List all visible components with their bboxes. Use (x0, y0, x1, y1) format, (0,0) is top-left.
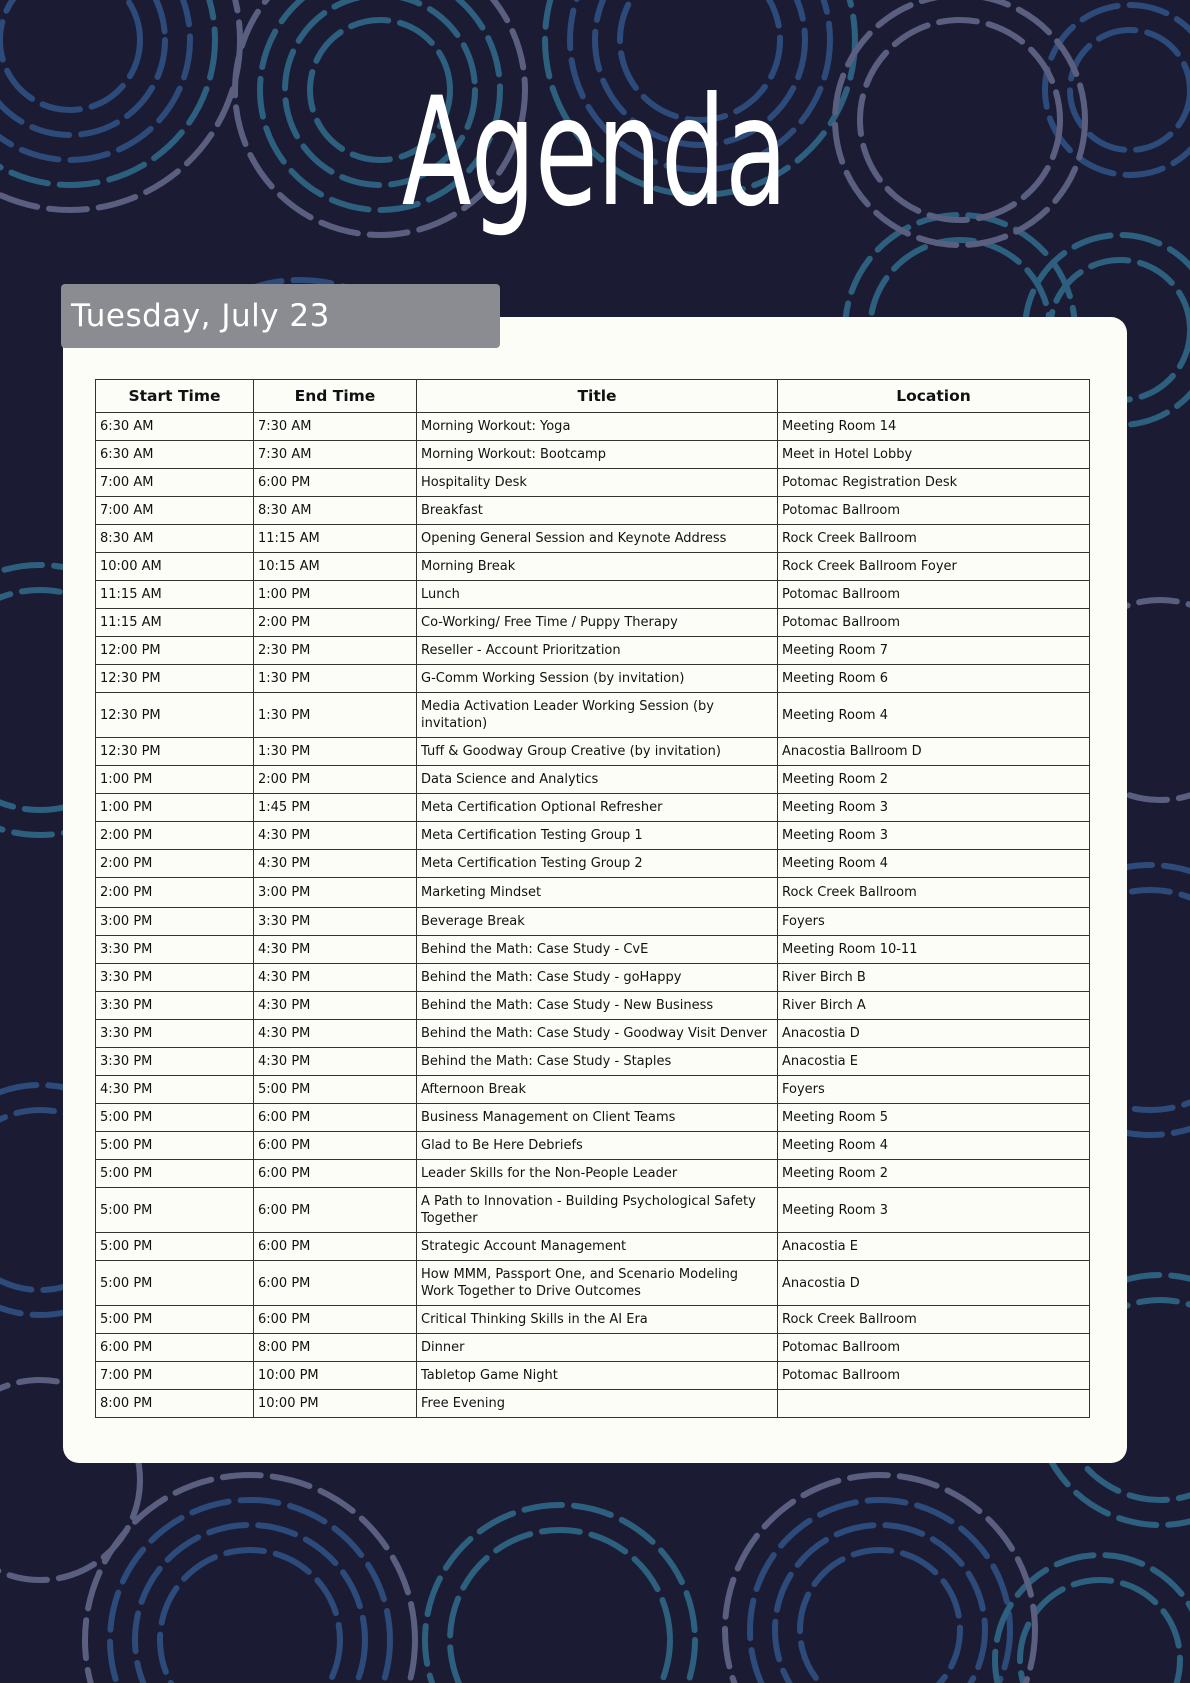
table-row (96, 441, 1090, 469)
end-time-cell: 6:00 PM (254, 469, 417, 497)
table-row (96, 609, 1090, 637)
end-time-cell: 2:00 PM (254, 766, 417, 794)
title-cell: Behind the Math: Case Study - New Business (417, 992, 778, 1020)
start-time-cell: 1:00 PM (96, 766, 254, 794)
table-row (96, 738, 1090, 766)
title-cell: Behind the Math: Case Study - goHappy (417, 964, 778, 992)
title-cell: Meta Certification Optional Refresher (417, 794, 778, 822)
title-cell: Lunch (417, 581, 778, 609)
title-cell: Business Management on Client Teams (417, 1104, 778, 1132)
start-time-cell: 6:00 PM (96, 1334, 254, 1362)
start-time-cell: 8:30 AM (96, 525, 254, 553)
table-row (96, 581, 1090, 609)
title-cell: Behind the Math: Case Study - Staples (417, 1048, 778, 1076)
end-time-cell: 4:30 PM (254, 992, 417, 1020)
table-row (96, 878, 1090, 908)
table-row (96, 525, 1090, 553)
day-tab: Tuesday, July 23 (61, 284, 500, 348)
end-time-cell: 7:30 AM (254, 413, 417, 441)
table-row (96, 1048, 1090, 1076)
start-time-cell: 3:30 PM (96, 964, 254, 992)
location-cell: Meeting Room 4 (778, 850, 1090, 878)
end-time-cell: 6:00 PM (254, 1233, 417, 1261)
start-time-cell: 8:00 PM (96, 1390, 254, 1418)
end-time-cell: 4:30 PM (254, 1048, 417, 1076)
end-time-cell: 4:30 PM (254, 1020, 417, 1048)
location-cell: Meeting Room 4 (778, 693, 1090, 738)
start-time-cell: 7:00 AM (96, 497, 254, 525)
title-cell: Afternoon Break (417, 1076, 778, 1104)
start-time-cell: 3:30 PM (96, 1048, 254, 1076)
location-cell: Meeting Room 7 (778, 637, 1090, 665)
agenda-table (95, 379, 1090, 1418)
title-cell: Data Science and Analytics (417, 766, 778, 794)
table-row (96, 1076, 1090, 1104)
end-time-cell: 6:00 PM (254, 1104, 417, 1132)
start-time-cell: 3:30 PM (96, 1020, 254, 1048)
location-cell: Anacostia E (778, 1233, 1090, 1261)
title-cell: Behind the Math: Case Study - Goodway Visit Denver (417, 1020, 778, 1048)
location-cell: Meeting Room 10-11 (778, 936, 1090, 964)
table-header-row (96, 380, 1090, 413)
end-time-cell: 4:30 PM (254, 936, 417, 964)
location-cell: Potomac Ballroom (778, 581, 1090, 609)
location-cell: Foyers (778, 908, 1090, 936)
title-cell: Leader Skills for the Non-People Leader (417, 1160, 778, 1188)
table-row (96, 497, 1090, 525)
start-time-cell: 4:30 PM (96, 1076, 254, 1104)
start-time-cell: 5:00 PM (96, 1306, 254, 1334)
location-cell (778, 1390, 1090, 1418)
location-cell: Meeting Room 3 (778, 794, 1090, 822)
table-row (96, 1020, 1090, 1048)
table-row (96, 850, 1090, 878)
location-cell: Meet in Hotel Lobby (778, 441, 1090, 469)
location-cell: Meeting Room 2 (778, 1160, 1090, 1188)
start-time-cell: 12:00 PM (96, 637, 254, 665)
end-time-cell: 1:45 PM (254, 794, 417, 822)
location-cell: Rock Creek Ballroom Foyer (778, 553, 1090, 581)
header-end-time: End Time (254, 380, 417, 413)
title-cell: Co-Working/ Free Time / Puppy Therapy (417, 609, 778, 637)
start-time-cell: 7:00 PM (96, 1362, 254, 1390)
end-time-cell: 1:30 PM (254, 665, 417, 693)
title-cell: Dinner (417, 1334, 778, 1362)
start-time-cell: 5:00 PM (96, 1160, 254, 1188)
end-time-cell: 1:30 PM (254, 738, 417, 766)
location-cell: River Birch A (778, 992, 1090, 1020)
table-row (96, 1160, 1090, 1188)
title-cell: Media Activation Leader Working Session (by invitation) (417, 693, 778, 738)
header-title: Title (417, 380, 778, 413)
start-time-cell: 5:00 PM (96, 1104, 254, 1132)
location-cell: Rock Creek Ballroom (778, 1306, 1090, 1334)
location-cell: Anacostia Ballroom D (778, 738, 1090, 766)
table-row (96, 822, 1090, 850)
start-time-cell: 6:30 AM (96, 441, 254, 469)
location-cell: Foyers (778, 1076, 1090, 1104)
title-cell: Opening General Session and Keynote Address (417, 525, 778, 553)
location-cell: Meeting Room 5 (778, 1104, 1090, 1132)
start-time-cell: 10:00 AM (96, 553, 254, 581)
end-time-cell: 8:00 PM (254, 1334, 417, 1362)
location-cell: Meeting Room 3 (778, 1188, 1090, 1233)
table-row (96, 936, 1090, 964)
start-time-cell: 3:30 PM (96, 936, 254, 964)
table-row (96, 766, 1090, 794)
title-cell: Tuff & Goodway Group Creative (by invitation) (417, 738, 778, 766)
agenda-body (96, 413, 1090, 1418)
end-time-cell: 1:00 PM (254, 581, 417, 609)
end-time-cell: 3:00 PM (254, 878, 417, 908)
title-cell: Hospitality Desk (417, 469, 778, 497)
start-time-cell: 5:00 PM (96, 1233, 254, 1261)
start-time-cell: 12:30 PM (96, 738, 254, 766)
start-time-cell: 5:00 PM (96, 1261, 254, 1306)
table-row (96, 693, 1090, 738)
table-row (96, 1132, 1090, 1160)
end-time-cell: 6:00 PM (254, 1306, 417, 1334)
location-cell: Meeting Room 4 (778, 1132, 1090, 1160)
end-time-cell: 6:00 PM (254, 1188, 417, 1233)
end-time-cell: 8:30 AM (254, 497, 417, 525)
end-time-cell: 7:30 AM (254, 441, 417, 469)
table-row (96, 413, 1090, 441)
title-cell: A Path to Innovation - Building Psychological Safety Together (417, 1188, 778, 1233)
location-cell: Potomac Ballroom (778, 497, 1090, 525)
start-time-cell: 3:30 PM (96, 992, 254, 1020)
location-cell: Meeting Room 14 (778, 413, 1090, 441)
end-time-cell: 2:00 PM (254, 609, 417, 637)
page-title: Agenda (401, 66, 787, 240)
start-time-cell: 11:15 AM (96, 581, 254, 609)
end-time-cell: 6:00 PM (254, 1261, 417, 1306)
title-cell: G-Comm Working Session (by invitation) (417, 665, 778, 693)
title-cell: Meta Certification Testing Group 1 (417, 822, 778, 850)
location-cell: Rock Creek Ballroom (778, 878, 1090, 908)
end-time-cell: 3:30 PM (254, 908, 417, 936)
start-time-cell: 5:00 PM (96, 1188, 254, 1233)
title-cell: Meta Certification Testing Group 2 (417, 850, 778, 878)
start-time-cell: 5:00 PM (96, 1132, 254, 1160)
start-time-cell: 11:15 AM (96, 609, 254, 637)
table-row (96, 964, 1090, 992)
end-time-cell: 4:30 PM (254, 964, 417, 992)
title-cell: Morning Workout: Bootcamp (417, 441, 778, 469)
location-cell: Anacostia E (778, 1048, 1090, 1076)
header-location: Location (778, 380, 1090, 413)
start-time-cell: 1:00 PM (96, 794, 254, 822)
location-cell: Meeting Room 3 (778, 822, 1090, 850)
start-time-cell: 2:00 PM (96, 822, 254, 850)
table-row (96, 1233, 1090, 1261)
end-time-cell: 2:30 PM (254, 637, 417, 665)
location-cell: Anacostia D (778, 1261, 1090, 1306)
table-row (96, 553, 1090, 581)
location-cell: Potomac Ballroom (778, 1334, 1090, 1362)
title-cell: Morning Break (417, 553, 778, 581)
title-cell: Strategic Account Management (417, 1233, 778, 1261)
table-row (96, 1334, 1090, 1362)
title-cell: Breakfast (417, 497, 778, 525)
end-time-cell: 6:00 PM (254, 1160, 417, 1188)
title-cell: Reseller - Account Prioritzation (417, 637, 778, 665)
location-cell: Meeting Room 2 (778, 766, 1090, 794)
start-time-cell: 2:00 PM (96, 878, 254, 908)
end-time-cell: 6:00 PM (254, 1132, 417, 1160)
header-start-time: Start Time (96, 380, 254, 413)
table-row (96, 469, 1090, 497)
start-time-cell: 6:30 AM (96, 413, 254, 441)
end-time-cell: 4:30 PM (254, 822, 417, 850)
table-row (96, 1390, 1090, 1418)
start-time-cell: 3:00 PM (96, 908, 254, 936)
end-time-cell: 10:15 AM (254, 553, 417, 581)
title-cell: Glad to Be Here Debriefs (417, 1132, 778, 1160)
end-time-cell: 5:00 PM (254, 1076, 417, 1104)
location-cell: Potomac Ballroom (778, 609, 1090, 637)
end-time-cell: 4:30 PM (254, 850, 417, 878)
location-cell: Potomac Ballroom (778, 1362, 1090, 1390)
table-row (96, 1362, 1090, 1390)
location-cell: Rock Creek Ballroom (778, 525, 1090, 553)
table-row (96, 1306, 1090, 1334)
location-cell: Potomac Registration Desk (778, 469, 1090, 497)
end-time-cell: 1:30 PM (254, 693, 417, 738)
start-time-cell: 7:00 AM (96, 469, 254, 497)
start-time-cell: 12:30 PM (96, 693, 254, 738)
table-row (96, 637, 1090, 665)
table-row (96, 794, 1090, 822)
table-row (96, 992, 1090, 1020)
title-cell: How MMM, Passport One, and Scenario Modeling Work Together to Drive Outcomes (417, 1261, 778, 1306)
table-row (96, 665, 1090, 693)
table-row (96, 1188, 1090, 1233)
location-cell: Anacostia D (778, 1020, 1090, 1048)
end-time-cell: 11:15 AM (254, 525, 417, 553)
title-cell: Critical Thinking Skills in the AI Era (417, 1306, 778, 1334)
title-cell: Tabletop Game Night (417, 1362, 778, 1390)
end-time-cell: 10:00 PM (254, 1362, 417, 1390)
table-row (96, 908, 1090, 936)
start-time-cell: 2:00 PM (96, 850, 254, 878)
end-time-cell: 10:00 PM (254, 1390, 417, 1418)
title-cell: Beverage Break (417, 908, 778, 936)
table-row (96, 1104, 1090, 1132)
table-row (96, 1261, 1090, 1306)
title-cell: Behind the Math: Case Study - CvE (417, 936, 778, 964)
location-cell: Meeting Room 6 (778, 665, 1090, 693)
location-cell: River Birch B (778, 964, 1090, 992)
title-cell: Morning Workout: Yoga (417, 413, 778, 441)
title-cell: Marketing Mindset (417, 878, 778, 908)
title-cell: Free Evening (417, 1390, 778, 1418)
start-time-cell: 12:30 PM (96, 665, 254, 693)
